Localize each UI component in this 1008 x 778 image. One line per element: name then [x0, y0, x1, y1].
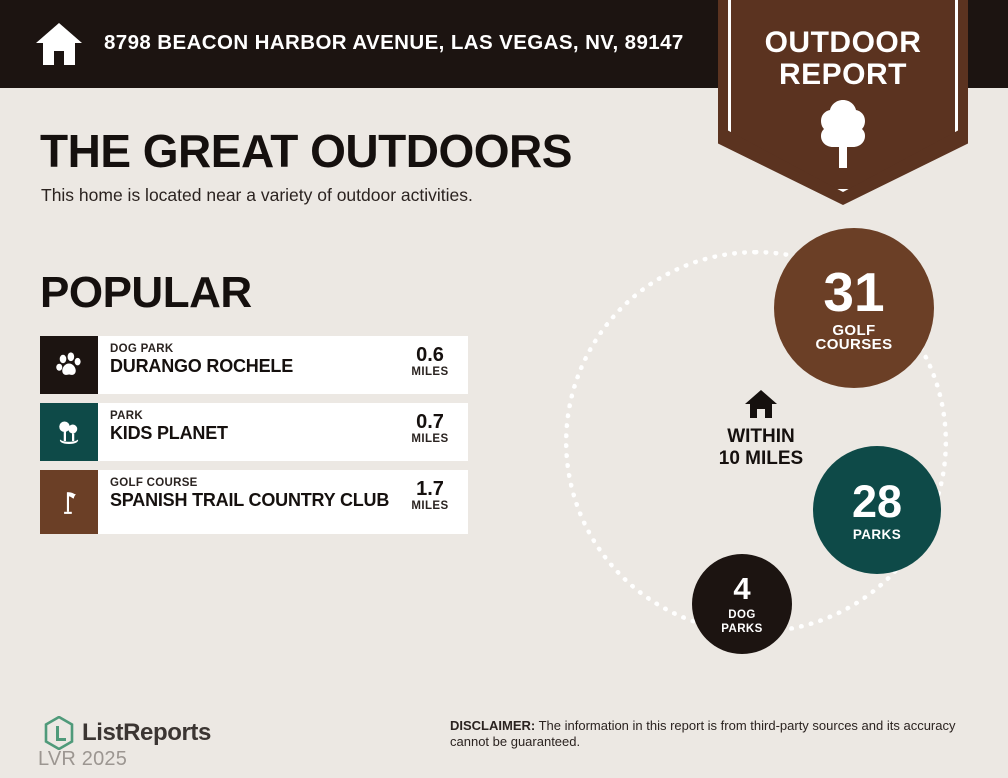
disclaimer-label: DISCLAIMER:: [450, 718, 536, 733]
section-title-popular: POPULAR: [40, 268, 252, 317]
poi-name: KIDS PLANET: [110, 423, 228, 443]
stat-bubble-parks: [813, 446, 941, 574]
poi-category: DOG PARK: [110, 343, 174, 355]
poi-distance-value: 1.7: [416, 478, 444, 500]
stat-label-line2: COURSES: [815, 335, 893, 353]
disclaimer-text: The information in this report is from third-party sources and its accuracy cannot be guaranteed.: [450, 718, 956, 749]
poi-category: PARK: [110, 410, 143, 422]
poi-distance-unit: MILES: [411, 500, 449, 512]
listreports-logo-icon: [44, 716, 74, 750]
list-item-text: [98, 403, 392, 461]
badge-title-line1: OUTDOOR: [764, 26, 922, 59]
stat-label-line2: PARKS: [721, 622, 763, 635]
listreports-logo: [44, 716, 211, 750]
poi-distance-unit: MILES: [411, 366, 449, 378]
home-icon: [34, 20, 84, 68]
paw-print-icon: [40, 336, 98, 394]
disclaimer: [450, 718, 970, 750]
listreports-logo-text: ListReports: [82, 719, 211, 746]
poi-category: GOLF COURSE: [110, 477, 198, 489]
stat-label-line1: PARKS: [852, 526, 902, 542]
badge-title-line2: REPORT: [778, 58, 907, 91]
poi-distance-unit: MILES: [411, 433, 449, 445]
poi-name: SPANISH TRAIL COUNTRY CLUB: [110, 490, 390, 510]
tree-icon: [813, 98, 873, 170]
page-title: THE GREAT OUTDOORS: [40, 125, 572, 177]
stat-count: 4: [733, 570, 751, 606]
park-trees-icon: [40, 403, 98, 461]
page-subtitle: This home is located near a variety of outdoor activities.: [41, 185, 473, 205]
property-address: 8798 BEACON HARBOR AVENUE, LAS VEGAS, NV, 89147: [104, 31, 684, 54]
home-icon: [744, 388, 778, 420]
diagram-center: [676, 388, 846, 470]
center-label-line2: 10 MILES: [718, 448, 804, 469]
center-label-line1: WITHIN: [727, 426, 795, 447]
list-item: [40, 470, 468, 534]
stat-count: 28: [851, 475, 903, 527]
watermark: LVR 2025: [38, 748, 128, 770]
stat-label-line1: DOG: [728, 608, 756, 621]
poi-distance: [392, 470, 468, 534]
list-item: [40, 336, 468, 394]
stat-label-line1: GOLF: [832, 321, 876, 339]
poi-distance: [392, 403, 468, 461]
list-item-text: [98, 336, 392, 394]
poi-distance-value: 0.6: [416, 344, 444, 366]
stat-count: 31: [823, 260, 885, 323]
stat-bubble-golf-courses: [774, 228, 934, 388]
poi-name: DURANGO ROCHELE: [110, 356, 294, 376]
list-item: [40, 403, 468, 461]
within-10-miles-diagram: [540, 228, 988, 660]
golf-flag-icon: [40, 470, 98, 534]
poi-distance: [392, 336, 468, 394]
list-item-text: [98, 470, 392, 534]
poi-distance-value: 0.7: [416, 411, 444, 433]
popular-places-list: [40, 336, 468, 543]
stat-bubble-dog-parks: [692, 554, 792, 654]
